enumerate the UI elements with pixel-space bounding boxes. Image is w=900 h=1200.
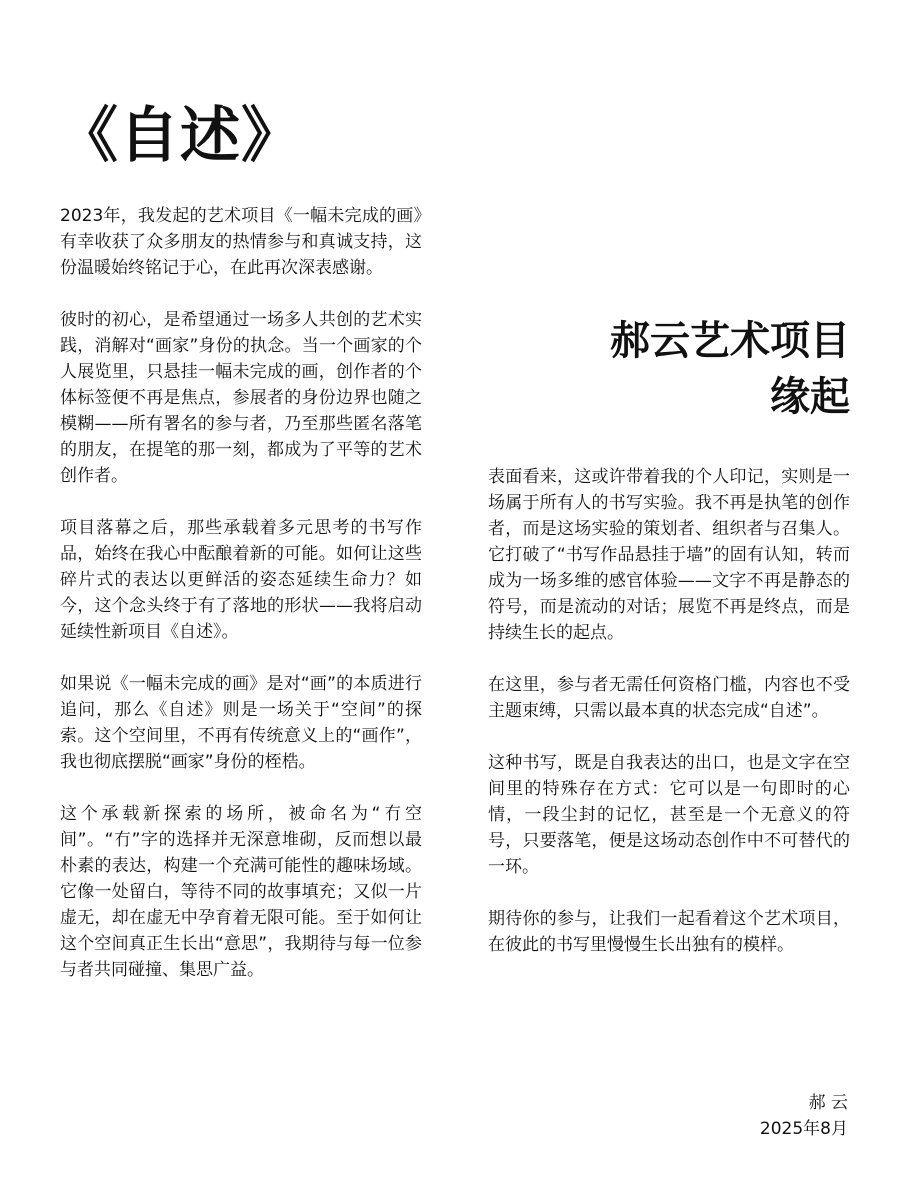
paragraph: 项目落幕之后，那些承载着多元思考的书写作品，始终在我心中酝酿着新的可能。如何让这些碎片式的表达以更鲜活的姿态延续生命力？如今，这个念头终于有了落地的形状——我将启动延续性新项目《自述》。 [60, 518, 422, 642]
paragraph: 彼时的初心，是希望通过一场多人共创的艺术实践，消解对“画家”身份的执念。当一个画家的个人展览里，只悬挂一幅未完成的画，创作者的个体标签便不再是焦点，参展者的身份边界也随之模糊——所有署名的参与者，乃至那些匿名落笔的朋友，在提笔的那一刻，都成为了平等的艺术创作者。 [60, 310, 422, 486]
paragraph: 如果说《一幅未完成的画》是对“画”的本质进行追问，那么《自述》则是一场关于“空间”的探索。这个空间里，不再有传统意义上的“画作”，我也彻底摆脱“画家”身份的桎梏。 [60, 674, 422, 772]
paragraph: 表面看来，这或许带着我的个人印记，实则是一场属于所有人的书写实验。我不再是执笔的创作者，而是这场实验的策划者、组织者与召集人。它打破了“书写作品悬挂于墙”的固有认知，转而成为一场多维的感官体验——文字不再是静态的符号，而是流动的对话；展览不再是终点，而是持续生长的起点。 [488, 467, 850, 643]
paragraph: 这种书写，既是自我表达的出口，也是文字在空间里的特殊存在方式：它可以是一句即时的心情，一段尘封的记忆，甚至是一个无意义的符号，只要落笔，便是这场动态创作中不可替代的一环。 [488, 753, 850, 877]
date: 2025年8月 [759, 1119, 848, 1139]
author-name: 郝 云 [808, 1093, 848, 1113]
page-title: 《自述》 [58, 101, 302, 171]
section-heading [610, 313, 850, 425]
paragraph: 这个承载新探索的场所，被命名为“冇空间”。“冇”字的选择并无深意堆砌，反而想以最朴素的表达，构建一个充满可能性的趣味场域。它像一处留白，等待不同的故事填充；又似一片虚无，却在虚无中孕育着无限可能。至于如何让这个空间真正生长出“意思”，我期待与每一位参与者共同碰撞、集思广益。 [60, 804, 422, 980]
paragraph: 在这里，参与者无需任何资格门槛，内容也不受主题束缚，只需以最本真的状态完成“自述”。 [488, 675, 850, 721]
right-column [488, 464, 850, 984]
heading-line-2: 缘起 [770, 374, 850, 420]
paragraph: 期待你的参与，让我们一起看着这个艺术项目，在彼此的书写里慢慢生长出独有的模样。 [488, 909, 850, 955]
signature-block [760, 1090, 848, 1142]
heading-line-1: 郝云艺术项目 [610, 318, 850, 364]
paragraph: 2023年，我发起的艺术项目《一幅未完成的画》有幸收获了众多朋友的热情参与和真诚支持，这份温暖始终铭记于心，在此再次深表感谢。 [60, 206, 422, 278]
left-column [60, 203, 422, 1009]
